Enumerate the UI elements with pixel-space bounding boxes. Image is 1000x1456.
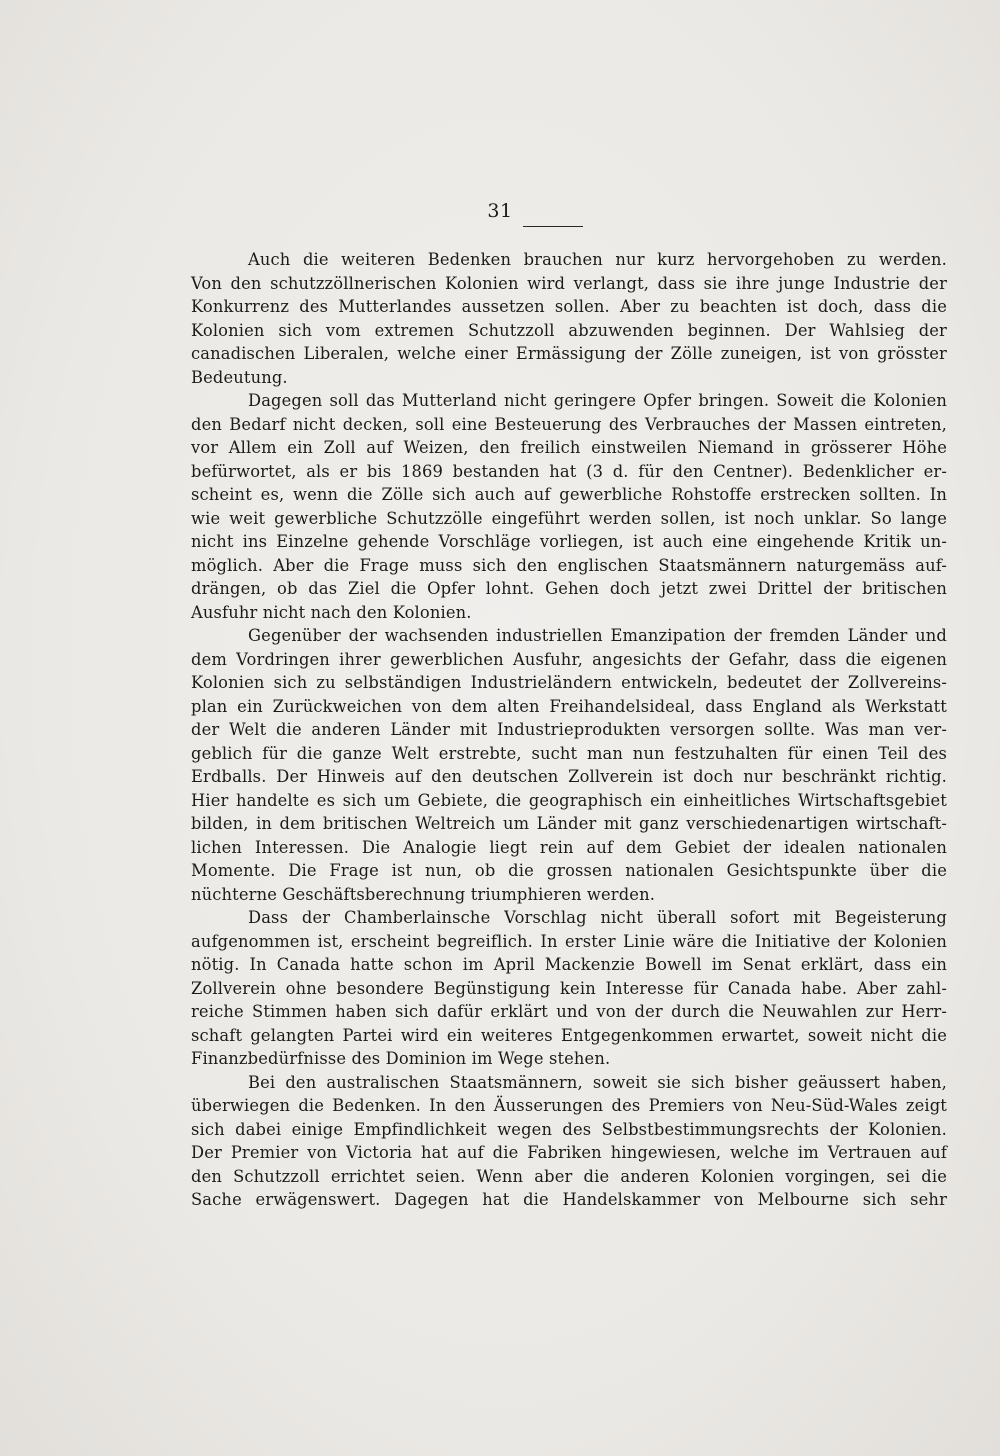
text-line: Auch die weiteren Bedenken brauchen nur kurz hervorgehoben zu werden. [248, 250, 947, 269]
text-line: Finanzbedürfnisse des Dominion im Wege stehen. [191, 1049, 611, 1068]
text-line: vor Allem ein Zoll auf Weizen, den freilich einstweilen Niemand in grösserer Höhe [191, 438, 947, 457]
text-line: Dagegen soll das Mutterland nicht geringere Opfer bringen. Soweit die Kolonien [248, 391, 947, 410]
paragraph [191, 389, 947, 624]
text-line: Sache erwägenswert. Dagegen hat die Handelskammer von Melbourne sich sehr [191, 1190, 947, 1209]
text-line: reiche Stimmen haben sich dafür erklärt und von der durch die Neuwahlen zur Herr- [191, 1002, 947, 1021]
text-line: geblich für die ganze Welt erstrebte, sucht man nun festzuhalten für einen Teil des [191, 743, 947, 763]
text-line: scheint es, wenn die Zölle sich auch auf gewerbliche Rohstoffe erstrecken sollten. In [191, 485, 947, 504]
text-line: überwiegen die Bedenken. In den Äusserungen des Premiers von Neu-Süd-Wales zeigt [191, 1096, 947, 1115]
page-number: 31 [487, 200, 513, 222]
text-line: befürwortet, als er bis 1869 bestanden hat (3 d. für den Centner). Bedenklicher er- [191, 461, 947, 481]
paragraph [191, 248, 947, 389]
text-line: Gegenüber der wachsenden industriellen Emanzipation der fremden Länder und [248, 626, 947, 645]
text-line: lichen Interessen. Die Analogie liegt rein auf dem Gebiet der idealen nationalen [191, 837, 947, 857]
text-line: nicht ins Einzelne gehende Vorschläge vorliegen, ist auch eine eingehende Kritik un- [191, 532, 947, 551]
text-line: der Welt die anderen Länder mit Industrieprodukten versorgen sollte. Was man ver- [191, 720, 947, 739]
paragraph [191, 1071, 947, 1212]
text-line: Der Premier von Victoria hat auf die Fabriken hingewiesen, welche im Vertrauen auf [191, 1143, 947, 1162]
text-line: wie weit gewerbliche Schutzzölle eingeführt werden sollen, ist noch unklar. So lange [191, 508, 947, 528]
text-line: den Schutzzoll errichtet seien. Wenn aber die anderen Kolonien vorgingen, sei die [191, 1166, 947, 1186]
text-line: nötig. In Canada hatte schon im April Mackenzie Bowell im Senat erklärt, dass ein [191, 955, 947, 974]
text-line: Kolonien sich vom extremen Schutzzoll abzuwenden beginnen. Der Wahlsieg der [191, 320, 947, 340]
text-line: sich dabei einige Empfindlichkeit wegen des Selbstbestimmungsrechts der Kolonien. [191, 1119, 947, 1139]
text-line: nüchterne Geschäftsberechnung triumphieren werden. [191, 884, 656, 904]
text-line: bilden, in dem britischen Weltreich um Länder mit ganz verschiedenartigen wirtschaft- [191, 814, 947, 833]
text-line: Kolonien sich zu selbständigen Industrieländern entwickeln, bedeutet der Zollvereins- [191, 673, 947, 692]
text-line: dem Vordringen ihrer gewerblichen Ausfuhr, angesichts der Gefahr, dass die eigenen [191, 649, 947, 669]
text-line: möglich. Aber die Frage muss sich den englischen Staatsmännern naturgemäss auf- [191, 555, 947, 575]
text-line: aufgenommen ist, erscheint begreiflich. In erster Linie wäre die Initiative der Kolonien [191, 931, 947, 951]
text-line: Dass der Chamberlainsche Vorschlag nicht überall sofort mit Begeisterung [248, 908, 947, 927]
page-number-rule [523, 226, 583, 227]
text-line: Ausfuhr nicht nach den Kolonien. [191, 602, 472, 622]
text-line: Zollverein ohne besondere Begünstigung kein Interesse für Canada habe. Aber zahl- [191, 978, 947, 998]
text-line: plan ein Zurückweichen von dem alten Freihandelsideal, dass England als Werkstatt [191, 696, 947, 716]
paragraph [191, 624, 947, 906]
paragraph [191, 906, 947, 1071]
text-line: Bedeutung. [191, 367, 288, 387]
text-line: Konkurrenz des Mutterlandes aussetzen sollen. Aber zu beachten ist doch, dass die [191, 297, 947, 316]
text-line: Von den schutzzöllnerischen Kolonien wird verlangt, dass sie ihre junge Industrie der [191, 273, 947, 293]
text-line: den Bedarf nicht decken, soll eine Besteuerung des Verbrauches der Massen eintreten, [191, 414, 947, 434]
text-line: Erdballs. Der Hinweis auf den deutschen Zollverein ist doch nur beschränkt richtig. [191, 767, 947, 786]
body-text [191, 248, 947, 1212]
text-line: schaft gelangten Partei wird ein weiteres Entgegenkommen erwartet, soweit nicht die [191, 1025, 947, 1045]
text-line: Bei den australischen Staatsmännern, soweit sie sich bisher geäussert haben, [248, 1072, 947, 1092]
text-line: drängen, ob das Ziel die Opfer lohnt. Gehen doch jetzt zwei Drittel der britischen [191, 579, 947, 598]
text-line: Hier handelte es sich um Gebiete, die geographisch ein einheitliches Wirtschaftsgebiet [191, 790, 947, 810]
text-line: Momente. Die Frage ist nun, ob die grossen nationalen Gesichtspunkte über die [191, 861, 947, 880]
text-line: canadischen Liberalen, welche einer Ermässigung der Zölle zuneigen, ist von grösster [191, 344, 947, 363]
